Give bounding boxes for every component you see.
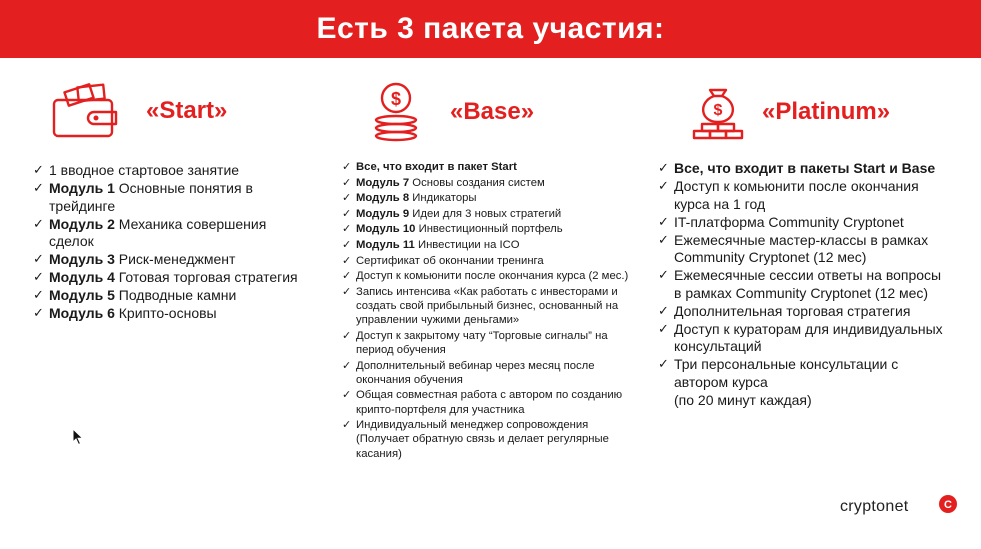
list-item-bold: Модуль 10	[356, 223, 416, 236]
package-name-start: «Start»	[146, 97, 228, 124]
cryptonet-logo-icon	[938, 494, 958, 519]
list-item	[33, 305, 301, 323]
list-item-text	[674, 267, 943, 302]
list-item	[658, 232, 943, 267]
checkmark-icon: ✓	[33, 163, 44, 178]
checkmark-icon: ✓	[342, 253, 352, 267]
checkmark-icon: ✓	[342, 237, 352, 251]
list-item	[658, 160, 943, 178]
list-item-text	[49, 269, 298, 287]
list-item-bold: Модуль 7	[356, 176, 410, 189]
list-item-text	[49, 216, 301, 251]
list-item-text	[674, 321, 943, 356]
money-bag-bricks-icon	[688, 82, 748, 142]
title-bar	[0, 0, 981, 58]
mouse-cursor-icon	[72, 428, 84, 451]
base-package-list	[342, 160, 642, 462]
list-item-text	[674, 178, 943, 213]
list-item	[342, 388, 642, 416]
list-item-text	[49, 305, 217, 323]
svg-text:C: C	[944, 499, 952, 511]
list-item-text	[49, 162, 239, 180]
list-item-desc: Риск-менеджмент	[114, 251, 236, 267]
checkmark-icon: ✓	[342, 160, 352, 173]
list-item-desc: Готовая торговая стратегия	[114, 269, 298, 285]
list-item	[342, 359, 642, 387]
checkmark-icon: ✓	[33, 270, 44, 285]
list-item-bold: Модуль 2	[49, 215, 115, 232]
list-item	[33, 269, 301, 287]
checkmark-icon: ✓	[658, 321, 669, 337]
list-item-bold: Модуль 1	[49, 180, 115, 196]
list-item	[342, 329, 642, 357]
checkmark-icon: ✓	[658, 303, 669, 319]
list-item	[342, 285, 642, 328]
list-item-desc: Ежемесячные мастер-классы в рамках Community Cryptonet (12 мес)	[674, 231, 929, 265]
checkmark-icon: ✓	[33, 252, 44, 267]
list-item	[33, 162, 301, 180]
list-item-text	[674, 214, 904, 232]
list-item	[342, 191, 642, 205]
list-item-desc: Основы создания систем	[409, 176, 545, 189]
list-item-desc: Доступ к закрытому чату “Торговые сигналы” на период обучения	[356, 329, 608, 356]
package-header-start	[50, 82, 227, 140]
list-item-bold: Модуль 6	[49, 305, 115, 321]
list-item	[342, 238, 642, 252]
list-item	[342, 254, 642, 268]
list-item-text	[356, 418, 642, 461]
list-item	[658, 356, 943, 391]
checkmark-icon: ✓	[342, 222, 352, 236]
list-item-text	[356, 269, 628, 283]
checkmark-icon: ✓	[33, 306, 44, 321]
checkmark-icon: ✓	[658, 161, 669, 176]
list-item-desc: Три персональные консультации с автором курса	[674, 356, 899, 390]
list-item	[33, 180, 301, 215]
list-item-text	[674, 232, 943, 267]
list-item	[658, 178, 943, 213]
checkmark-icon: ✓	[342, 328, 352, 342]
list-item-text	[356, 160, 517, 174]
checkmark-icon: ✓	[658, 232, 669, 248]
checkmark-icon: ✓	[342, 358, 352, 372]
list-item-bold: Модуль 3	[49, 251, 115, 267]
list-item-desc: Дополнительная торговая стратегия	[674, 302, 911, 319]
slide-title: Есть 3 пакета участия:	[316, 12, 665, 45]
list-item-text	[674, 160, 935, 178]
list-item-bold: Все, что входит в пакет Start	[356, 161, 517, 173]
checkmark-icon: ✓	[342, 191, 352, 205]
list-item-text	[356, 207, 561, 221]
list-item-desc: Индивидуальный менеджер сопровождения (Получает обратную связь и делает регулярные касания)	[356, 419, 609, 460]
checkmark-icon: ✓	[33, 216, 44, 232]
list-item-desc: Доступ к комьюнити после окончания курса (2 мес.)	[356, 270, 629, 283]
list-item	[658, 303, 943, 321]
list-item-desc: Ежемесячные сессии ответы на вопросы в рамках Community Cryptonet (12 мес)	[674, 267, 942, 301]
list-item-text	[674, 356, 943, 391]
list-item	[658, 321, 943, 356]
checkmark-icon: ✓	[342, 206, 352, 220]
list-item-desc: Дополнительный вебинар через месяц после окончания обучения	[356, 359, 595, 386]
wallet-icon	[50, 82, 122, 140]
list-item-bold: Модуль 8	[356, 192, 410, 205]
list-item-desc: Инвестиции на ICO	[414, 238, 520, 251]
checkmark-icon: ✓	[342, 284, 352, 298]
list-item-desc: Инвестиционный портфель	[415, 223, 563, 236]
list-item-text	[356, 176, 545, 190]
package-name-platinum: «Platinum»	[762, 98, 891, 125]
list-item-bold: Все, что входит в пакеты Start и Base	[674, 160, 936, 176]
list-item-bold: Модуль 11	[356, 238, 415, 251]
list-item-text	[356, 191, 477, 205]
package-header-platinum	[688, 82, 890, 142]
package-name-base: «Base»	[450, 98, 535, 125]
list-item-text	[674, 303, 910, 321]
list-item	[33, 287, 301, 305]
list-item-text	[49, 180, 301, 215]
brand-footer	[840, 498, 952, 516]
checkmark-icon: ✓	[342, 269, 352, 283]
list-item-text	[356, 359, 642, 387]
list-item-bold: Модуль 9	[356, 207, 410, 220]
list-item-bold: Модуль 5	[49, 287, 115, 303]
list-item-desc: Подводные камни	[114, 287, 237, 303]
list-item-text	[49, 287, 236, 305]
list-item	[342, 222, 642, 236]
package-header-base	[368, 80, 534, 144]
list-item	[342, 269, 642, 283]
checkmark-icon: ✓	[342, 388, 352, 402]
list-item	[33, 251, 301, 269]
list-item	[342, 160, 642, 174]
list-item-desc: Доступ к комьюнити после окончания курса на 1 год	[674, 178, 919, 212]
svg-text:$: $	[713, 102, 723, 119]
list-item	[658, 214, 943, 232]
list-item-desc: Доступ к кураторам для индивидуальных консультаций	[674, 320, 943, 354]
list-item	[33, 216, 301, 251]
list-item-desc: Индикаторы	[409, 192, 477, 205]
coin-stack-icon	[368, 80, 424, 144]
checkmark-icon: ✓	[342, 175, 352, 189]
platinum-package-list	[658, 160, 943, 410]
list-item-text	[356, 388, 642, 416]
checkmark-icon: ✓	[342, 418, 352, 432]
checkmark-icon: ✓	[658, 179, 669, 194]
list-item-bold: Модуль 4	[49, 269, 115, 285]
checkmark-icon: ✓	[33, 181, 44, 196]
list-item	[342, 176, 642, 190]
list-item-text	[356, 285, 642, 328]
list-item-desc: Идеи для 3 новых стратегий	[409, 207, 562, 220]
list-item-desc: Механика совершения сделок	[49, 215, 267, 249]
list-item-desc: Общая совместная работа с автором по созданию крипто-портфеля для участника	[356, 389, 623, 416]
list-item	[342, 418, 642, 461]
list-item-text	[49, 251, 235, 269]
svg-text:$: $	[390, 89, 402, 109]
list-item-desc: Запись интенсива «Как работать с инвесторами и создать свой прибыльный бизнес, основанный на управлении чужими деньгами»	[356, 285, 619, 327]
list-item-desc: Сертификат об окончании тренинга	[356, 254, 544, 267]
checkmark-icon: ✓	[658, 357, 669, 372]
checkmark-icon: ✓	[33, 288, 44, 303]
list-item-desc: 1 вводное стартовое занятие	[49, 162, 240, 178]
list-item-text	[356, 329, 642, 357]
brand-name: cryptonet	[840, 498, 909, 515]
list-item	[342, 207, 642, 221]
list-item-text	[356, 222, 563, 236]
list-item-desc: Крипто-основы	[114, 305, 217, 321]
list-item-text	[356, 254, 544, 268]
list-item	[658, 267, 943, 302]
list-item-desc: IT-платформа Community Cryptonet	[674, 213, 904, 230]
list-item-desc: Основные понятия в трейдинге	[49, 180, 253, 214]
list-note: (по 20 минут каждая)	[674, 391, 812, 408]
start-package-list	[33, 162, 301, 323]
list-item-text	[356, 238, 520, 252]
checkmark-icon: ✓	[658, 214, 669, 230]
checkmark-icon: ✓	[658, 268, 669, 283]
